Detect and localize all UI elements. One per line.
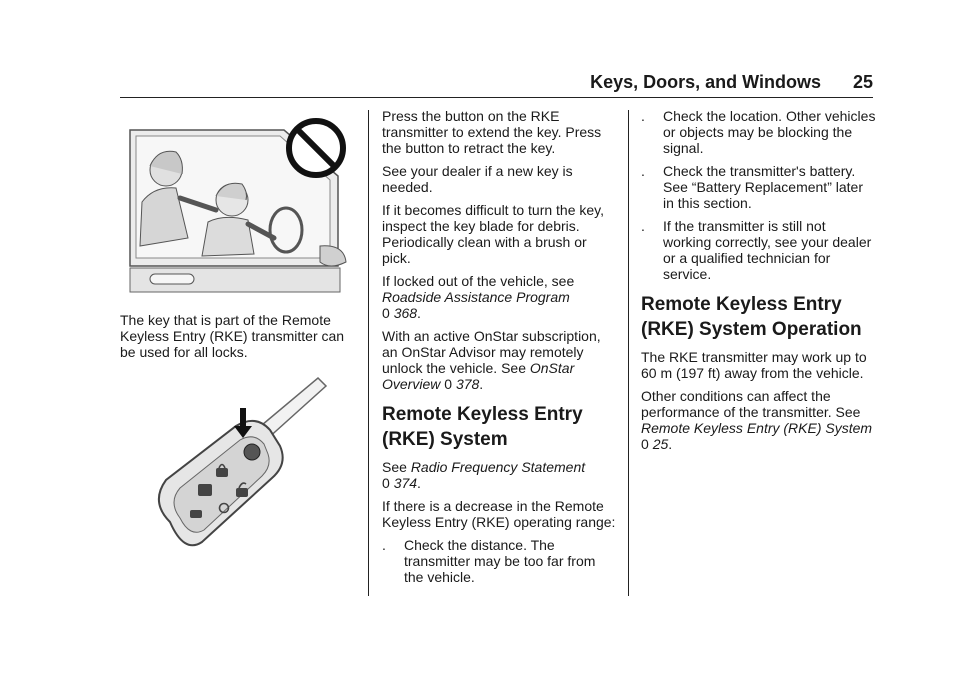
page-reference[interactable]: 368 — [393, 305, 418, 321]
illustration-caption: The key that is part of the Remote Keyless Entry (RKE) transmitter can be used for all locks. — [120, 312, 345, 360]
page-ref-glyph: 0 — [444, 376, 453, 392]
bullet-marker: . — [641, 163, 645, 179]
page-ref-glyph: 0 — [382, 475, 390, 491]
rke-transmitter-illustration — [140, 372, 340, 562]
paragraph: With an active OnStar subscription, an OnStar Advisor may remotely unlock the vehicle. See OnStar Overview 0 378. — [382, 328, 601, 392]
column-middle — [382, 108, 617, 592]
cross-reference-link[interactable]: Roadside Assistance Program — [382, 289, 570, 305]
page-reference[interactable]: 378 — [455, 376, 480, 392]
list-item-text: Check the distance. The transmitter may be too far from the vehicle. — [404, 537, 596, 585]
cross-reference-link[interactable]: Remote Keyless Entry (RKE) System — [641, 420, 873, 436]
paragraph: See your dealer if a new key is needed. — [382, 163, 573, 195]
bullet-marker: . — [641, 108, 645, 124]
section-title: Keys, Doors, and Windows — [590, 72, 821, 92]
remote-start-icon — [198, 484, 212, 496]
paragraph: See Radio Frequency Statement 0 374. — [382, 459, 586, 491]
bullet-marker: . — [641, 218, 645, 234]
cross-reference-link[interactable]: Radio Frequency Statement — [410, 459, 586, 475]
paragraph: If locked out of the vehicle, see Roadside Assistance Program 0 368. — [382, 273, 575, 321]
page-reference[interactable]: 374 — [393, 475, 418, 491]
paragraph: If there is a decrease in the Remote Keyless Entry (RKE) operating range: — [382, 498, 616, 530]
trunk-icon — [190, 510, 202, 518]
page-header — [120, 72, 873, 93]
list-item — [641, 218, 876, 282]
child-in-vehicle-illustration — [124, 118, 356, 296]
paragraph: Other conditions can affect the performance of the transmitter. See Remote Keyless Entry (RKE) System 0 25. — [641, 388, 873, 452]
column-right — [641, 108, 876, 459]
bullet-marker: . — [382, 537, 386, 553]
list-item-text: If the transmitter is still not working correctly, see your dealer or a qualified technician for service. — [663, 218, 872, 282]
cross-reference-link[interactable]: OnStar Overview — [382, 360, 575, 392]
list-item — [641, 163, 876, 211]
header-rule — [120, 97, 873, 98]
paragraph: Press the button on the RKE transmitter to extend the key. Press the button to retract the key. — [382, 108, 602, 156]
column-divider — [368, 110, 369, 596]
section-heading: Remote Keyless Entry (RKE) System — [382, 404, 583, 450]
page-ref-glyph: 0 — [641, 436, 649, 452]
column-divider — [628, 110, 629, 596]
page-ref-glyph: 0 — [382, 305, 390, 321]
list-item — [382, 537, 617, 585]
paragraph: If it becomes difficult to turn the key, inspect the key blade for debris. Periodically clean with a brush or pick. — [382, 202, 605, 266]
paragraph: The RKE transmitter may work up to 60 m (197 ft) away from the vehicle. — [641, 349, 867, 381]
page-number: 25 — [852, 72, 873, 92]
list-item-text: Check the transmitter's battery. See “Battery Replacement” later in this section. — [663, 163, 863, 211]
column-left — [120, 312, 355, 367]
section-heading: Remote Keyless Entry (RKE) System Operation — [641, 294, 862, 340]
prohibition-icon — [289, 121, 343, 175]
page-reference[interactable]: 25 — [652, 436, 669, 452]
list-item — [641, 108, 876, 156]
list-item-text: Check the location. Other vehicles or objects may be blocking the signal. — [663, 108, 876, 156]
